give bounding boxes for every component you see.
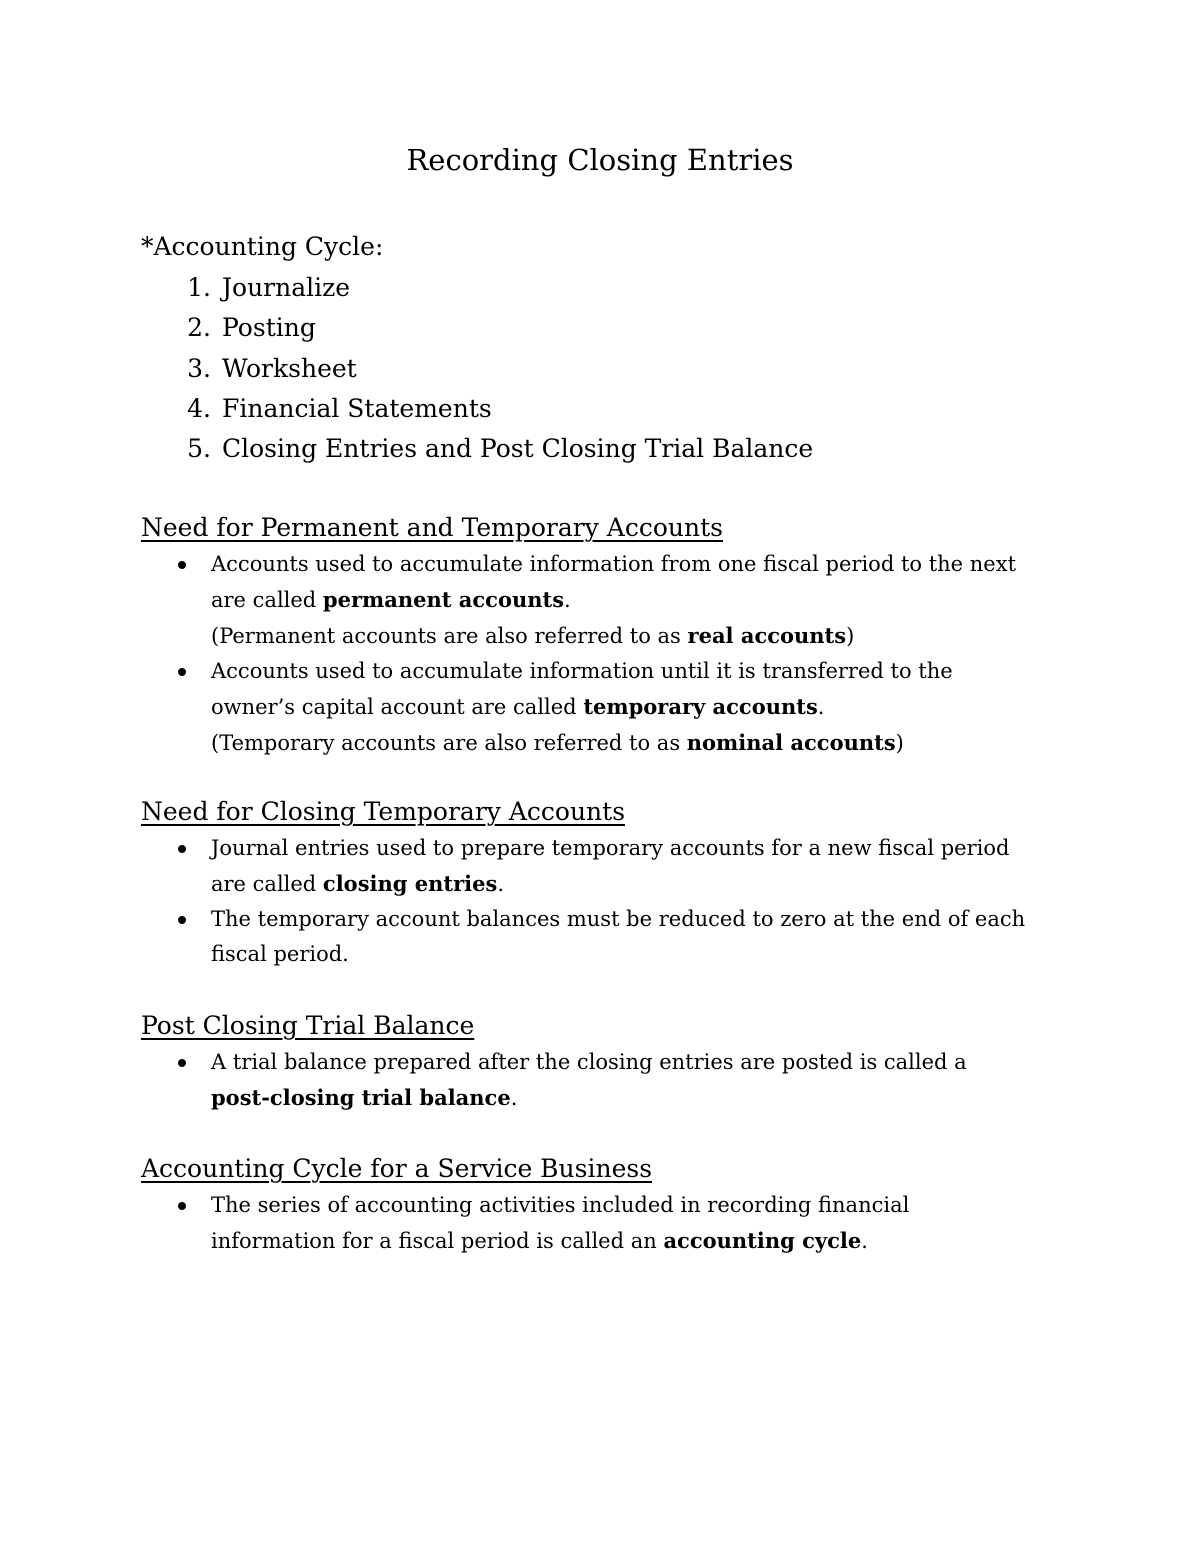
section-closing-temporary [141, 793, 1061, 972]
bullet-line: Accounts used to accumulate information from one fiscal period to the next [211, 552, 1017, 576]
list-item [141, 547, 1061, 654]
section-heading: Need for Permanent and Temporary Accounts [141, 513, 723, 542]
accounting-cycle-intro: *Accounting Cycle: [141, 232, 384, 261]
bullet-icon [178, 668, 186, 676]
step-text: Closing Entries and Post Closing Trial Balance [222, 434, 814, 464]
bullet-line: owner’s capital account are called temporary accounts. [211, 694, 825, 719]
list-item [141, 902, 1061, 972]
bold-term: permanent accounts [322, 587, 565, 612]
step-text: Journalize [222, 273, 351, 302]
bullet-line: Accounts used to accumulate information until it is transferred to the [211, 659, 953, 683]
bullet-line: fiscal period. [211, 942, 349, 966]
list-item [141, 389, 1101, 429]
section-heading: Accounting Cycle for a Service Business [141, 1154, 653, 1183]
list-item [141, 654, 1061, 761]
bullet-list [141, 1188, 1061, 1259]
bullet-list [141, 1045, 1061, 1116]
bullet-line: Journal entries used to prepare temporary accounts for a new fiscal period [211, 836, 1010, 860]
bullet-icon [178, 845, 186, 853]
page-title: Recording Closing Entries [406, 143, 794, 177]
step-number: 4. [187, 393, 211, 423]
bullet-icon [178, 916, 186, 924]
bullet-line: The series of accounting activities included in recording financial [211, 1193, 910, 1217]
bullet-list [141, 831, 1061, 972]
bold-term: real accounts [687, 623, 847, 648]
section-heading: Post Closing Trial Balance [141, 1011, 475, 1040]
step-number: 1. [187, 273, 211, 302]
list-item [141, 308, 1101, 348]
bullet-icon [178, 1059, 186, 1067]
accounting-cycle-steps [141, 268, 1101, 469]
bullet-line: The temporary account balances must be reduced to zero at the end of each [211, 907, 1026, 931]
list-item [141, 268, 1101, 308]
step-text: Financial Statements [222, 393, 492, 423]
bold-term: temporary accounts [583, 694, 818, 719]
bullet-line: are called permanent accounts. [211, 587, 571, 612]
list-item [141, 1188, 1061, 1259]
list-item [141, 1045, 1061, 1116]
bold-term: closing entries [322, 871, 498, 896]
list-item [141, 831, 1061, 902]
bullet-icon [178, 1202, 186, 1210]
bullet-icon [178, 561, 186, 569]
step-number: 3. [187, 353, 211, 383]
step-text: Worksheet [222, 353, 357, 383]
section-permanent-temporary [141, 509, 1061, 761]
step-number: 5. [187, 434, 211, 464]
bold-term: nominal accounts [686, 730, 896, 755]
bold-term: accounting cycle [663, 1228, 862, 1253]
list-item [141, 429, 1101, 469]
bullet-line: A trial balance prepared after the closing entries are posted is called a [211, 1050, 967, 1074]
step-text: Posting [222, 313, 316, 343]
list-item [141, 349, 1101, 389]
bullet-line: information for a fiscal period is called an accounting cycle. [211, 1228, 868, 1253]
bullet-line: (Permanent accounts are also referred to as real accounts) [211, 623, 855, 648]
step-number: 2. [187, 313, 211, 343]
section-post-closing [141, 1007, 1061, 1116]
bullet-line: (Temporary accounts are also referred to as nominal accounts) [211, 730, 904, 755]
section-service-business [141, 1150, 1061, 1259]
bold-term: post-closing trial balance [211, 1085, 511, 1110]
bullet-list [141, 547, 1061, 761]
section-heading: Need for Closing Temporary Accounts [141, 797, 626, 826]
bullet-line: post-closing trial balance. [211, 1085, 518, 1110]
bullet-line: are called closing entries. [211, 871, 504, 896]
